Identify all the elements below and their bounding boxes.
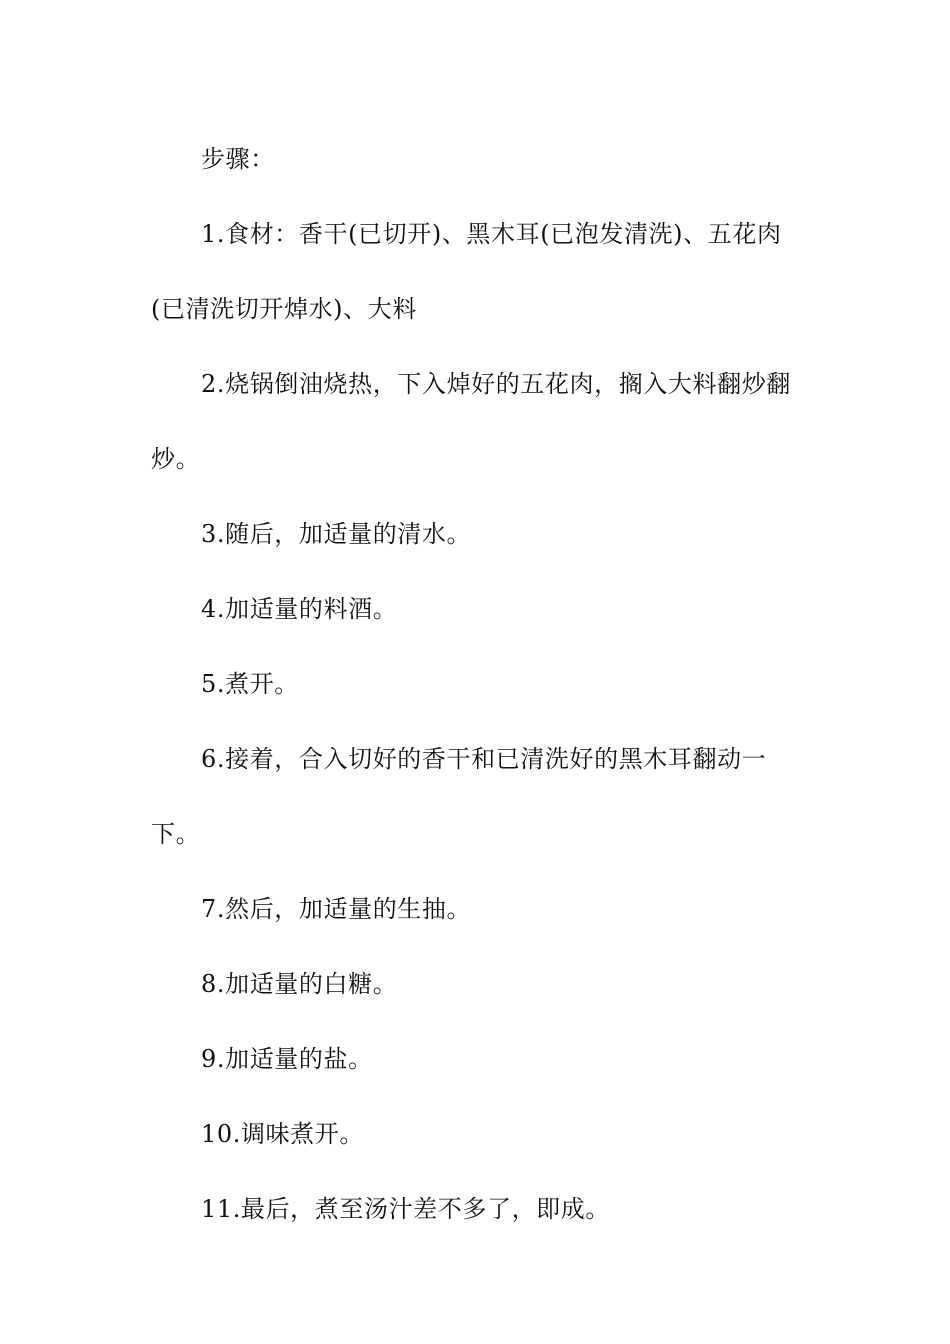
step-10: 10.调味煮开。 (201, 1120, 364, 1148)
step-11: 11.最后，煮至汤汁差不多了，即成。 (201, 1195, 610, 1223)
document-body (151, 122, 791, 1247)
step-5: 5.煮开。 (201, 670, 299, 698)
step-1: 1.食材：香干(已切开)、黑木耳(已泡发清洗)、五花肉(已清洗切开焯水)、大料 (151, 220, 782, 323)
step-6: 6.接着，合入切好的香干和已清洗好的黑木耳翻动一下。 (151, 745, 767, 848)
step-9: 9.加适量的盐。 (201, 1045, 373, 1073)
step-2: 2.烧锅倒油烧热，下入焯好的五花肉，搁入大料翻炒翻炒。 (151, 370, 791, 473)
step-3: 3.随后，加适量的清水。 (201, 520, 472, 548)
steps-heading: 步骤： (201, 145, 275, 173)
step-7: 7.然后，加适量的生抽。 (201, 895, 472, 923)
step-4: 4.加适量的料酒。 (201, 595, 398, 623)
step-8: 8.加适量的白糖。 (201, 970, 398, 998)
